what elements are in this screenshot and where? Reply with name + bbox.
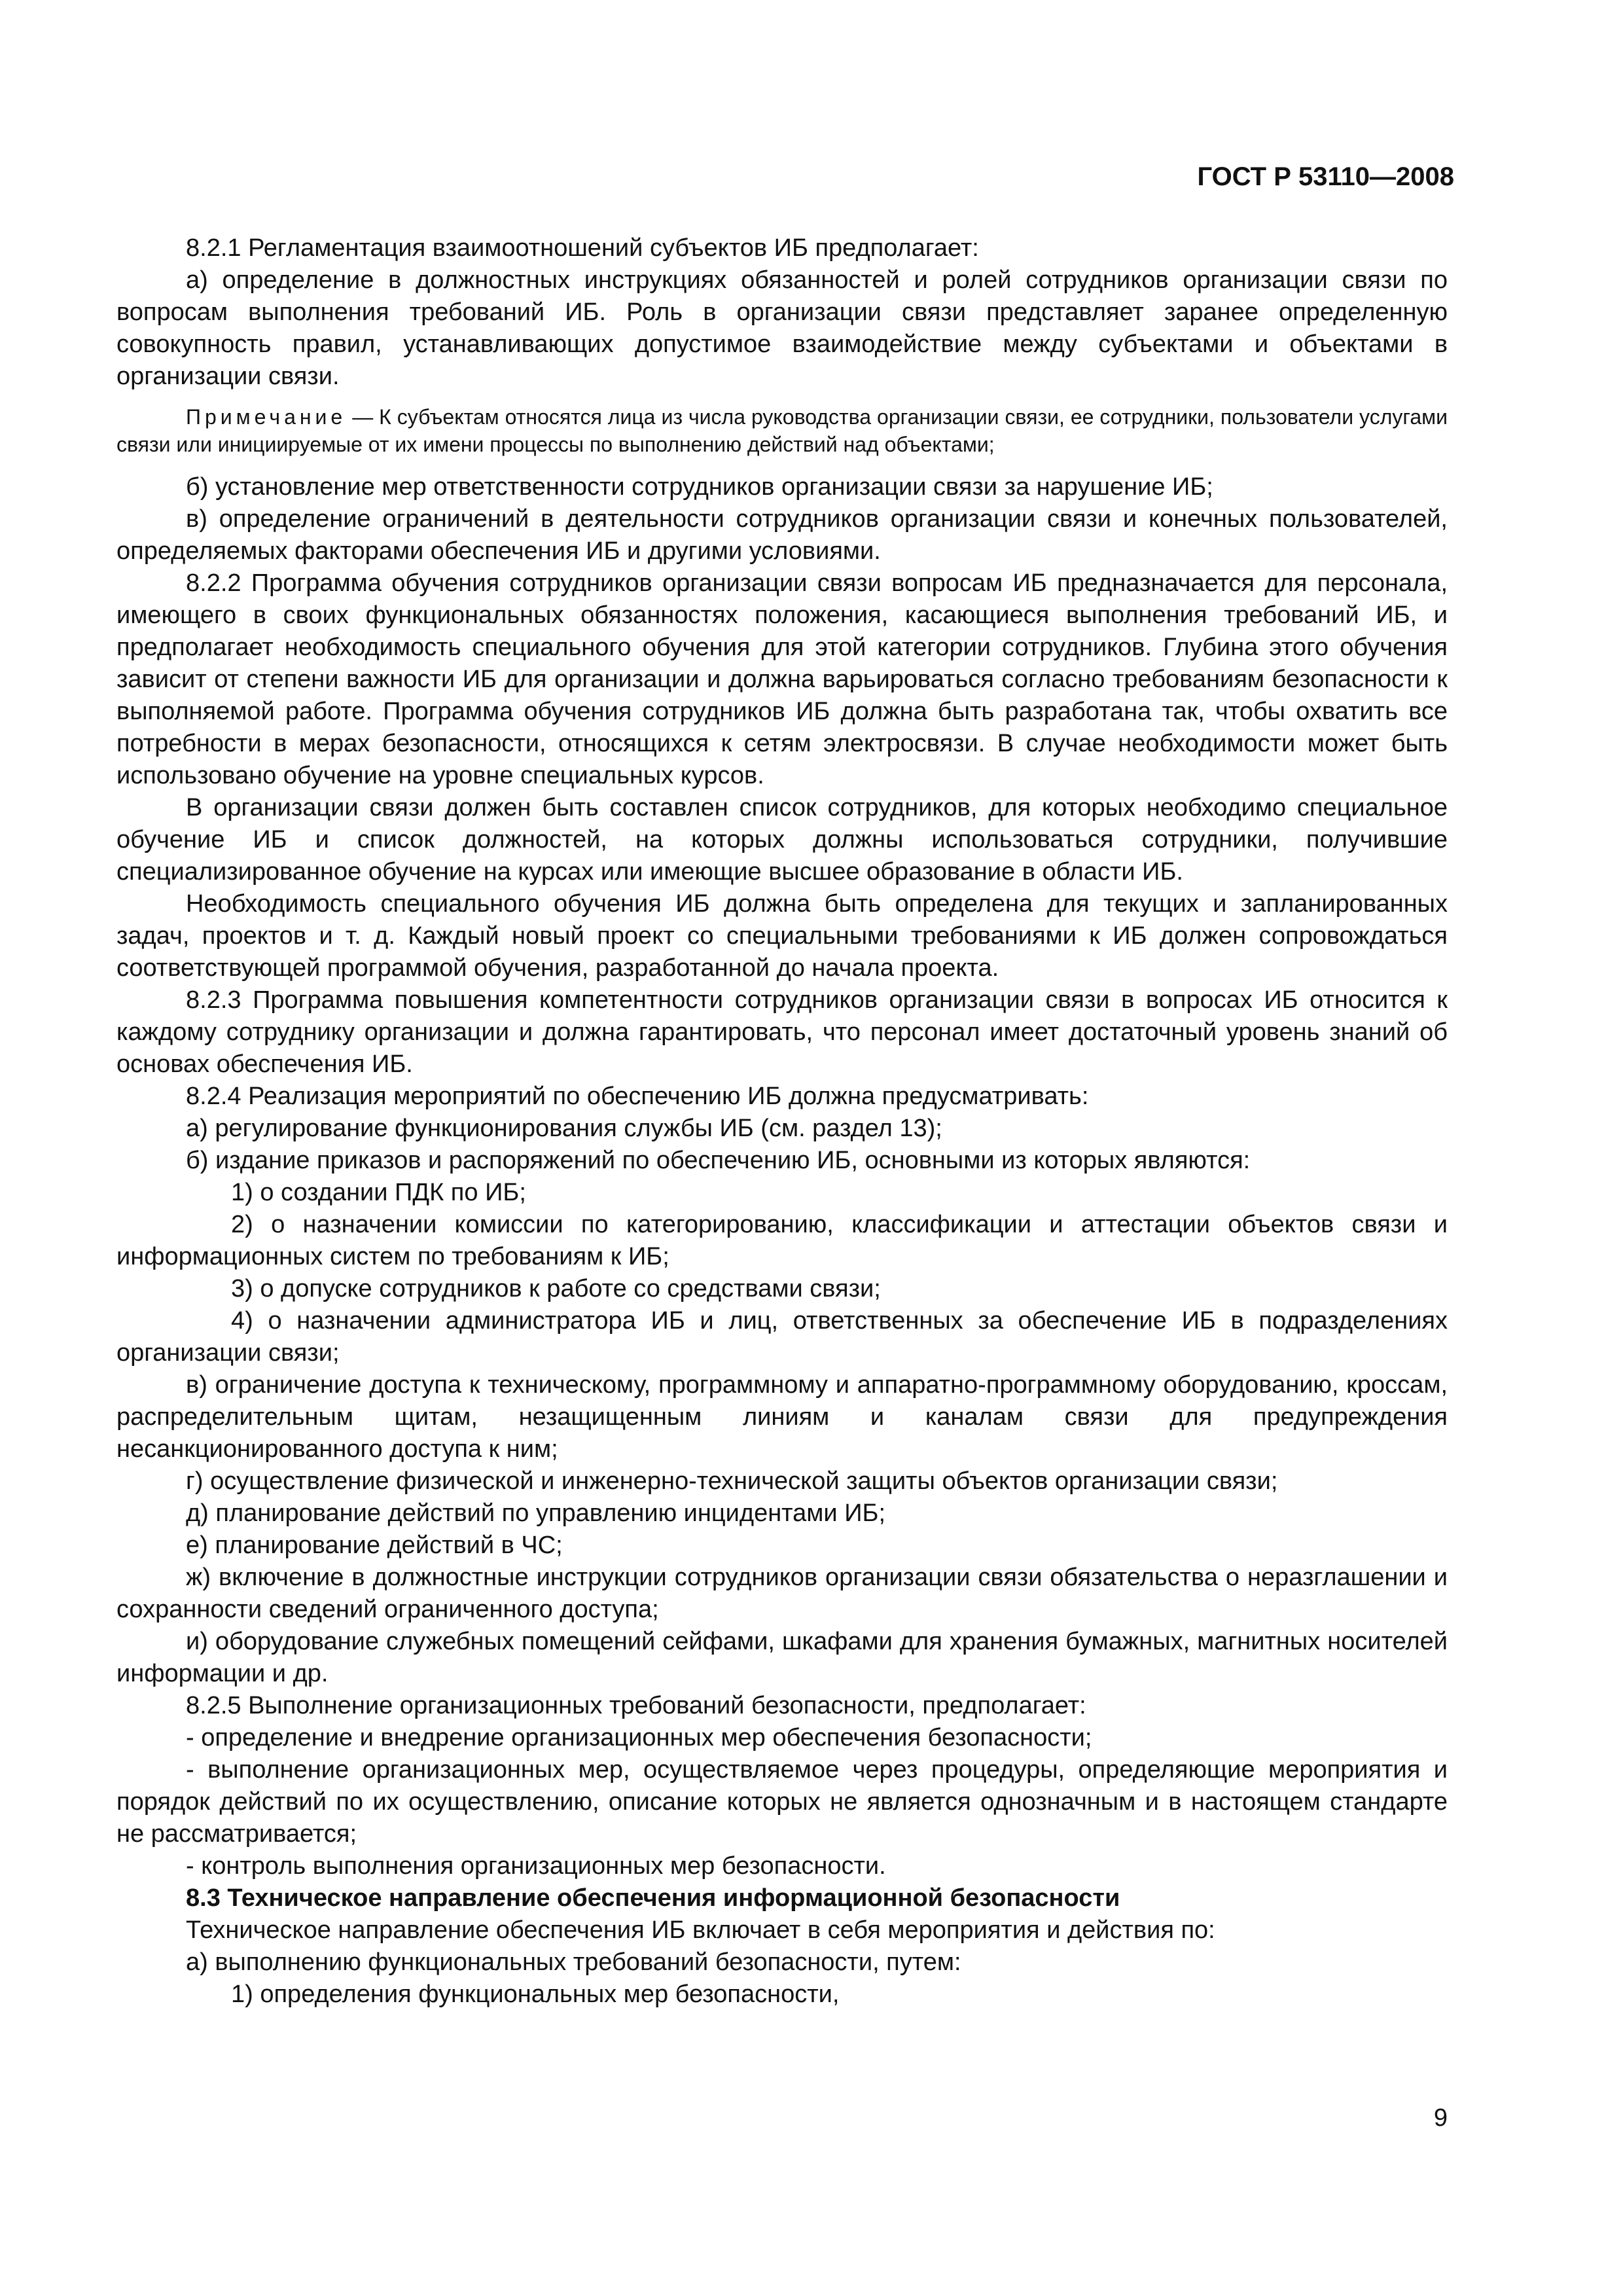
list-item: е) планирование действий в ЧС; (186, 1532, 563, 1559)
paragraph: 8.2.1 Регламентация взаимоотношений субъектов ИБ предполагает: (186, 234, 979, 262)
list-item: - контроль выполнения организационных мер безопасности. (186, 1852, 886, 1880)
paragraph: В организации связи должен быть составлен список сотрудников, для которых необходимо специальное обучение ИБ и список должностей, на которых должны использоваться сотрудники, получившие специализированное обучение на курсах или имеющие высшее образование в области ИБ. (116, 794, 1448, 886)
list-item: б) издание приказов и распоряжений по обеспечению ИБ, основными из которых являются: (186, 1147, 1251, 1174)
sub-list-item: 2) о назначении комиссии по категорированию, классификации и аттестации объектов связи и информационных систем по требованиям к ИБ; (116, 1211, 1448, 1270)
sub-list-item: 1) определения функциональных мер безопасности, (231, 1981, 840, 2008)
list-item: г) осуществление физической и инженерно-технической защиты объектов организации связи; (186, 1467, 1278, 1495)
paragraph: 8.2.3 Программа повышения компетентности сотрудников организации связи в вопросах ИБ относится к каждому сотруднику организации и должна гарантировать, что персонал имеет достаточный уровень знаний об основах обеспечения ИБ. (116, 986, 1448, 1078)
note-label: Примечание (186, 405, 347, 429)
page-number: 9 (1433, 2104, 1448, 2132)
list-item: и) оборудование служебных помещений сейфами, шкафами для хранения бумажных, магнитных носителей информации и др. (116, 1628, 1448, 1687)
paragraph: Техническое направление обеспечения ИБ включает в себя мероприятия и действия по: (186, 1916, 1215, 1944)
document-body (116, 232, 1448, 2011)
list-item: д) планирование действий по управлению инцидентами ИБ; (186, 1499, 886, 1527)
list-item: ж) включение в должностные инструкции сотрудников организации связи обязательства о неразглашении и сохранности сведений ограниченного доступа; (116, 1564, 1448, 1623)
list-item: - определение и внедрение организационных мер обеспечения безопасности; (186, 1724, 1092, 1751)
note-text: — К субъектам относятся лица из числа руководства организации связи, ее сотрудники, пользователи услугами связи или инициируемые от их имени процессы по выполнению действий над объектами; (116, 405, 1448, 456)
note (116, 403, 1448, 458)
paragraph: а) определение в должностных инструкциях обязанностей и ролей сотрудников организации связи по вопросам выполнения требований ИБ. Роль в организации связи представляет заранее определенную совокупность правил, устанавливающих допустимое взаимодействие между субъектами и объектами в организации связи. (116, 266, 1448, 390)
paragraph: Необходимость специального обучения ИБ должна быть определена для текущих и запланированных задач, проектов и т. д. Каждый новый проект со специальными требованиями к ИБ должен сопровождаться соответствующей программой обучения, разработанной до начала проекта. (116, 890, 1448, 982)
sub-list-item: 1) о создании ПДК по ИБ; (231, 1179, 526, 1206)
section-heading: 8.3 Техническое направление обеспечения информационной безопасности (186, 1884, 1120, 1912)
sub-list-item: 3) о допуске сотрудников к работе со средствами связи; (231, 1275, 881, 1302)
paragraph: 8.2.2 Программа обучения сотрудников организации связи вопросам ИБ предназначается для персонала, имеющего в своих функциональных обязанностях положения, касающиеся выполнения требований ИБ, и предполагает необходимость специального обучения для этой категории сотрудников. Глубина этого обучения зависит от степени важности ИБ для организации и должна варьироваться согласно требованиям безопасности к выполняемой работе. Программа обучения сотрудников ИБ должна быть разработана так, чтобы охватить все потребности в мерах безопасности, относящихся к сетям электросвязи. В случае необходимости может быть использовано обучение на уровне специальных курсов. (116, 569, 1448, 789)
paragraph: б) установление мер ответственности сотрудников организации связи за нарушение ИБ; (186, 473, 1213, 501)
list-item: а) регулирование функционирования службы ИБ (см. раздел 13); (186, 1115, 942, 1142)
sub-list-item: 4) о назначении администратора ИБ и лиц, ответственных за обеспечение ИБ в подразделениях организации связи; (116, 1307, 1448, 1367)
paragraph: в) определение ограничений в деятельности сотрудников организации связи и конечных пользователей, определяемых факторами обеспечения ИБ и другими условиями. (116, 505, 1448, 565)
list-item: - выполнение организационных мер, осуществляемое через процедуры, определяющие мероприятия и порядок действий по их осуществлению, описание которых не является однозначным и в настоящем стандарте не рассматривается; (116, 1756, 1448, 1848)
document-header: ГОСТ Р 53110—2008 (1197, 162, 1454, 191)
paragraph: 8.2.4 Реализация мероприятий по обеспечению ИБ должна предусматривать: (186, 1083, 1089, 1110)
paragraph: 8.2.5 Выполнение организационных требований безопасности, предполагает: (186, 1692, 1086, 1719)
list-item: а) выполнению функциональных требований безопасности, путем: (186, 1948, 961, 1976)
list-item: в) ограничение доступа к техническому, программному и аппаратно-программному оборудованию, кроссам, распределительным щитам, незащищенным линиям и каналам связи для предупреждения несанкционированного доступа к ним; (116, 1371, 1448, 1463)
